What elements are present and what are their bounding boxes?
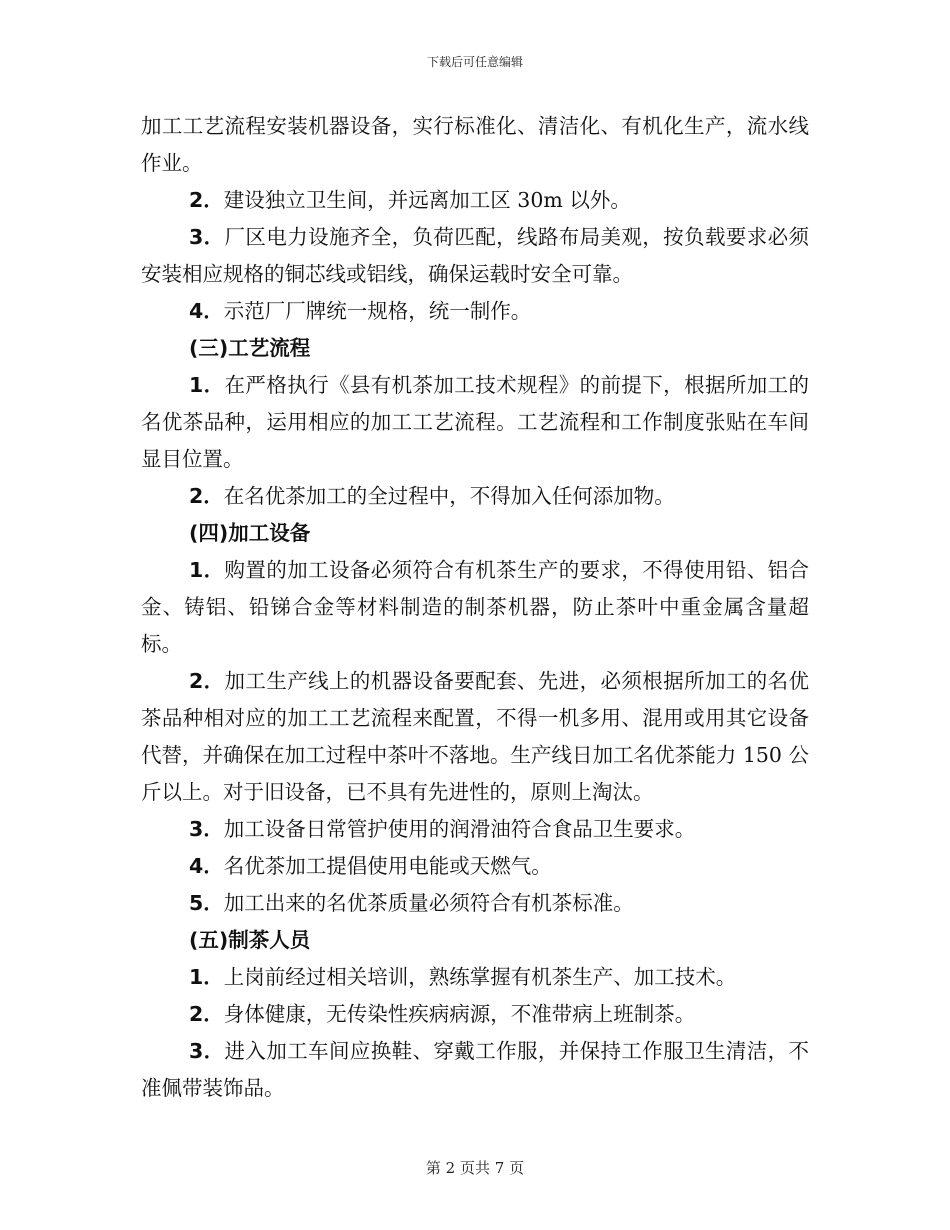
item-number: 2． xyxy=(189,1002,224,1026)
item-number: 1． xyxy=(189,558,225,582)
paragraph-text: 购置的加工设备必须符合有机茶生产的要求，不得使用铅、铝合金、铸铝、铅锑合金等材料制造的制茶机器，防止茶叶中重金属含量超标。 xyxy=(141,558,810,656)
list-item-paragraph xyxy=(141,996,809,1033)
paragraph-text: 加工生产线上的机器设备要配套、先进，必须根据所加工的名优茶品种相对应的加工工艺流程来配置，不得一机多用、混用或用其它设备代替，并确保在加工过程中茶叶不落地。生产线日加工名优茶能力 150 公斤以上。对于旧设备，已不具有先进性的，原则上淘汰。 xyxy=(141,669,810,804)
list-item-paragraph xyxy=(141,293,809,330)
list-item-paragraph xyxy=(141,848,809,885)
list-item-paragraph xyxy=(141,552,809,663)
list-item-paragraph xyxy=(141,1033,809,1107)
section-heading: (三)工艺流程 xyxy=(189,336,311,360)
section-heading: (五)制茶人员 xyxy=(189,928,311,952)
list-item-paragraph xyxy=(141,478,809,515)
paragraph-text: 上岗前经过相关培训，熟练掌握有机茶生产、加工技术。 xyxy=(223,965,737,989)
paragraph-text: 进入加工车间应换鞋、穿戴工作服，并保持工作服卫生清洁，不准佩带装饰品。 xyxy=(141,1039,810,1100)
section-heading: (四)加工设备 xyxy=(189,521,311,545)
paragraph-text: 加工设备日常管护使用的润滑油符合食品卫生要求。 xyxy=(223,817,696,841)
paragraph-text: 示范厂厂牌统一规格，统一制作。 xyxy=(223,299,532,323)
list-item-paragraph xyxy=(141,367,809,478)
item-number: 1． xyxy=(189,965,224,989)
paragraph-text: 名优茶加工提倡使用电能或天燃气。 xyxy=(223,854,552,878)
continued-paragraph xyxy=(141,108,809,182)
item-number: 4． xyxy=(189,854,224,878)
document-body xyxy=(141,108,809,1107)
list-item-paragraph xyxy=(141,182,809,219)
paragraph-text: 加工出来的名优茶质量必须符合有机茶标准。 xyxy=(223,891,634,915)
page-footer: 第 2 页共 7 页 xyxy=(425,1159,525,1177)
paragraph-text: 在名优茶加工的全过程中，不得加入任何添加物。 xyxy=(223,484,675,508)
paragraph-text: 身体健康，无传染性疾病病源，不准带病上班制茶。 xyxy=(223,1002,696,1026)
list-item-paragraph xyxy=(141,811,809,848)
item-number: 5． xyxy=(189,891,224,915)
item-number: 3． xyxy=(189,1039,225,1063)
list-item-paragraph xyxy=(141,663,809,811)
item-number: 2． xyxy=(189,669,225,693)
list-item-paragraph xyxy=(141,219,809,293)
item-number: 3． xyxy=(189,225,225,249)
list-item-paragraph xyxy=(141,959,809,996)
item-number: 2． xyxy=(189,484,224,508)
item-number: 1． xyxy=(189,373,225,397)
item-number: 2． xyxy=(189,188,224,212)
item-number: 4． xyxy=(189,299,224,323)
paragraph-text: 建设独立卫生间，并远离加工区 30m 以外。 xyxy=(223,188,631,212)
paragraph-text: 在严格执行《县有机茶加工技术规程》的前提下，根据所加工的名优茶品种，运用相应的加工工艺流程。工艺流程和工作制度张贴在车间显目位置。 xyxy=(141,373,810,471)
page-header: 下载后可任意编辑 xyxy=(426,55,523,69)
list-item-paragraph xyxy=(141,885,809,922)
item-number: 3． xyxy=(189,817,224,841)
paragraph-text: 加工工艺流程安装机器设备，实行标准化、清洁化、有机化生产，流水线作业。 xyxy=(141,114,809,175)
paragraph-text: 厂区电力设施齐全，负荷匹配，线路布局美观，按负载要求必须安装相应规格的铜芯线或铝线，确保运载时安全可靠。 xyxy=(141,225,810,286)
